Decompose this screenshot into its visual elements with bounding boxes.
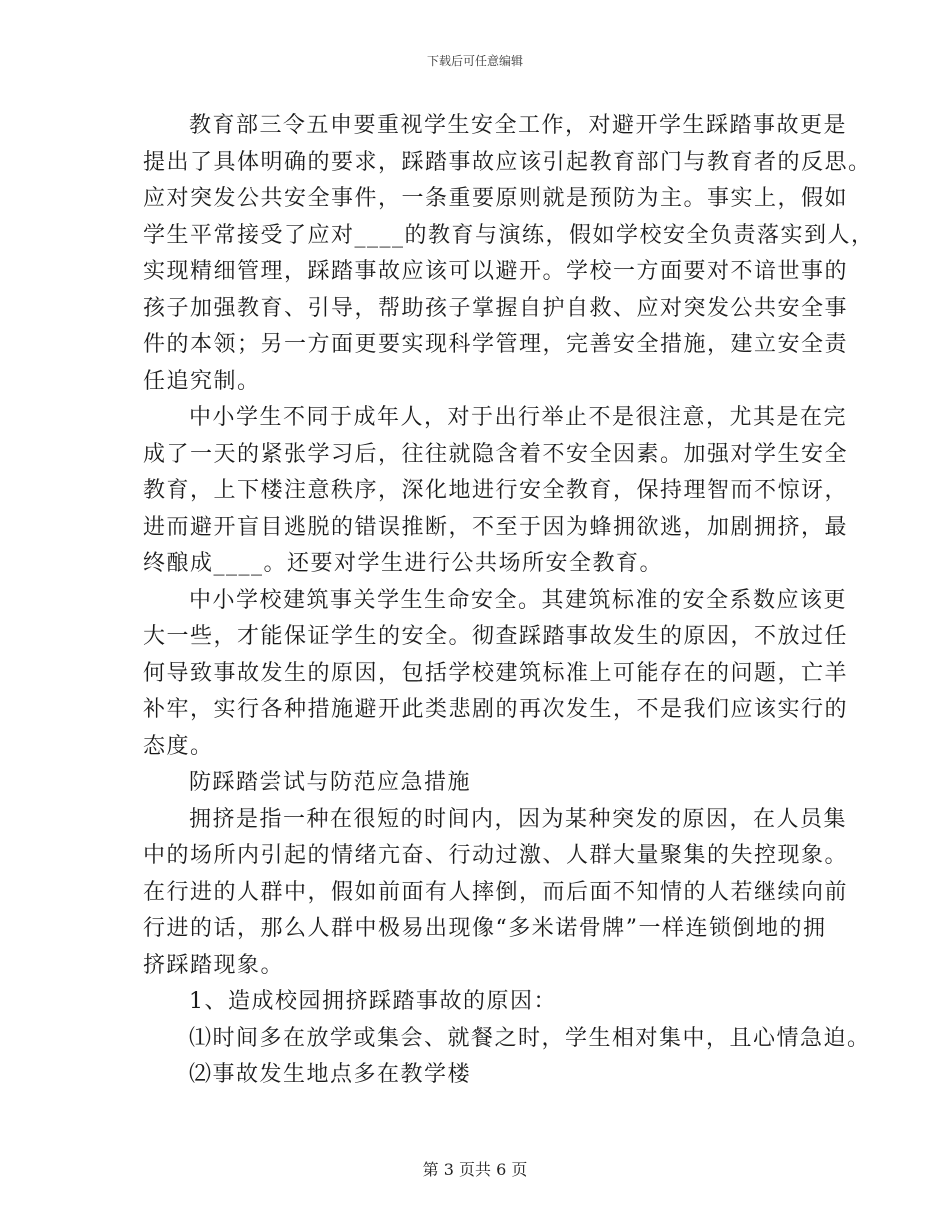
- text-line: 防踩踏尝试与防范应急措施: [189, 770, 472, 795]
- text-line: 拥挤是指一种在很短的时间内，因为某种突发的原因，在人员集: [189, 806, 848, 832]
- text-line: 实现精细管理，踩踏事故应该可以避开。学校一方面要对不谙世事的: [143, 259, 849, 284]
- text-line: 中的场所内引起的情绪亢奋、行动过激、人群大量聚集的失控现象。: [143, 843, 849, 868]
- text-line: 补牢，实行各种措施避开此类悲剧的再次发生，不是我们应该实行的: [143, 697, 849, 722]
- text-line: 教育部三令五申要重视学生安全工作，对避开学生踩踏事故更是: [189, 113, 848, 138]
- text-line: 大一些，才能保证学生的安全。彻查踩踏事故发生的原因，不放过任: [143, 624, 849, 649]
- text-line: 件的本领；另一方面更要实现科学管理，完善安全措施，建立安全责: [143, 332, 849, 357]
- text-line: 在行进的人群中，假如前面有人摔倒，而后面不知情的人若继续向前: [143, 879, 849, 905]
- text-line: 中小学校建筑事关学生生命安全。其建筑标准的安全系数应该更: [189, 587, 848, 613]
- document-body: [143, 108, 875, 1094]
- text-line: ⑴时间多在放学或集会、就餐之时，学生相对集中，且心情急迫。: [189, 1025, 871, 1051]
- text-line: 行进的话，那么人群中极易出现像“多米诺骨牌”一样连锁倒地的拥: [143, 916, 827, 941]
- text-line: ⑵事故发生地点多在教学楼: [189, 1062, 472, 1087]
- text-line: 教育，上下楼注意秩序，深化地进行安全教育，保持理智而不惊讶，: [143, 478, 849, 503]
- text-line: 何导致事故发生的原因，包括学校建筑标准上可能存在的问题，亡羊: [143, 660, 849, 686]
- page-header: 下载后可任意编辑: [426, 54, 523, 68]
- text-line: 成了一天的紧张学习后，往往就隐含着不安全因素。加强对学生安全: [143, 441, 849, 467]
- text-line: 孩子加强教育、引导，帮助孩子掌握自护自救、应对突发公共安全事: [143, 295, 849, 321]
- text-line: 提出了具体明确的要求，踩踏事故应该引起教育部门与教育者的反思。: [143, 149, 872, 175]
- text-line: 学生平常接受了应对____的教育与演练，假如学校安全负责落实到人，: [143, 222, 875, 248]
- text-line: 进而避开盲目逃脱的错误推断，不至于因为蜂拥欲逃，加剧拥挤，最: [143, 514, 849, 540]
- text-line: 终酿成____。还要对学生进行公共场所安全教育。: [143, 551, 664, 576]
- text-line: 任追究制。: [143, 368, 261, 394]
- text-line: 应对突发公共安全事件，一条重要原则就是预防为主。事实上，假如: [143, 186, 849, 211]
- text-line: 1、造成校园拥挤踩踏事故的原因：: [189, 989, 557, 1014]
- page-footer: 第 3 页共 6 页: [422, 1160, 528, 1179]
- text-line: 中小学生不同于成年人，对于出行举止不是很注意，尤其是在完: [189, 405, 848, 430]
- text-line: 挤踩踏现象。: [143, 952, 285, 978]
- text-line: 态度。: [143, 733, 214, 759]
